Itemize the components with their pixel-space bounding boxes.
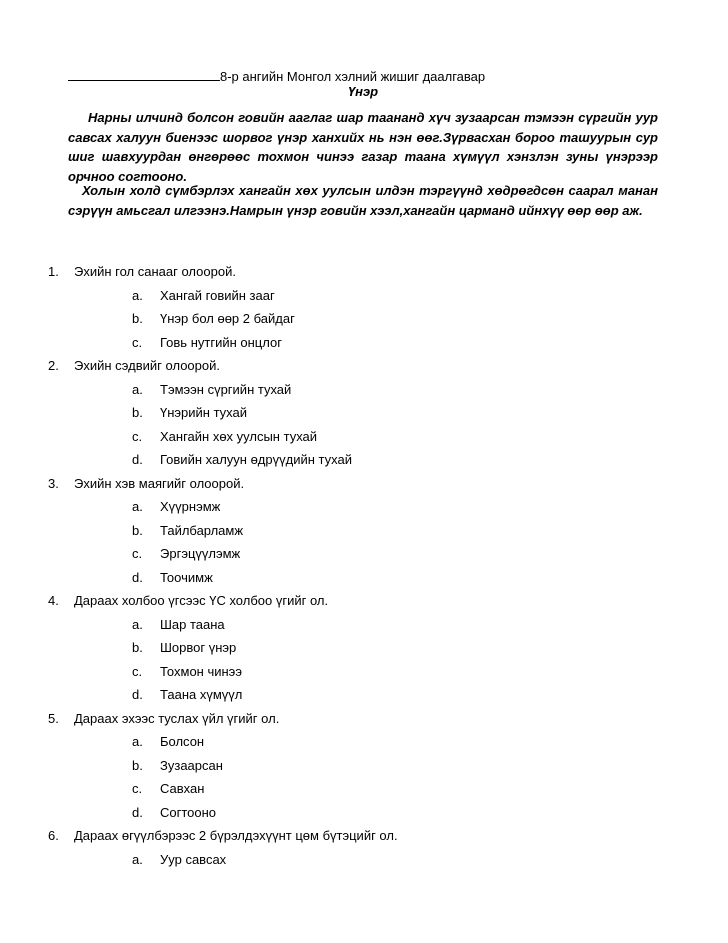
option-letter: a. — [132, 499, 143, 514]
answer-option — [0, 309, 728, 333]
passage-paragraph-2: Холын холд сүмбэрлэх хангайн хөх уулсын илдэн тэргүүнд хөдрөгдсөн саарал манан сэрүүн амьсгал илгээнэ.Намрын үнэр говийн хээл,хангайн царманд ийнхүү өөр өөр аж. — [68, 183, 658, 218]
question-row — [0, 709, 728, 733]
option-text: Хүүрнэмж — [160, 499, 221, 514]
question-number: 6. — [48, 828, 59, 843]
option-letter: a. — [132, 287, 143, 303]
question-text: Дараах холбоо үгсээс ҮС холбоо үгийг ол. — [74, 593, 329, 608]
option-letter: d. — [132, 569, 143, 585]
answer-option — [0, 427, 728, 451]
option-letter: c. — [132, 334, 143, 350]
question-item — [0, 591, 728, 709]
option-text: Хангай говийн зааг — [160, 287, 275, 303]
answer-option — [0, 333, 728, 357]
question-item — [0, 262, 728, 356]
option-text: Шар таана — [160, 616, 225, 632]
option-text: Хангайн хөх уулсын тухай — [160, 428, 318, 444]
option-letter: c. — [132, 546, 143, 561]
question-number: 3. — [48, 475, 59, 491]
option-letter: a. — [132, 851, 143, 867]
passage-title: Үнэр — [347, 84, 379, 99]
answer-option — [0, 685, 728, 709]
name-blank-line — [68, 68, 220, 81]
option-text: Тохмон чинээ — [160, 663, 242, 679]
answer-option — [0, 732, 728, 756]
option-text: Говь нутгийн онцлог — [160, 334, 282, 350]
option-text: Говийн халуун өдрүүдийн тухай — [160, 452, 352, 467]
option-text: Тэмээн сүргийн тухай — [160, 381, 292, 397]
option-letter: b. — [132, 757, 143, 773]
option-text: Тоочимж — [160, 569, 213, 585]
question-text: Эхийн сэдвийг олоорой. — [74, 358, 220, 373]
option-letter: b. — [132, 405, 143, 420]
document-title: 8-р ангийн Монгол хэлний жишиг даалгавар — [220, 69, 486, 84]
question-row — [0, 826, 728, 850]
option-text: Согтооно — [160, 804, 217, 820]
document-header — [68, 68, 658, 85]
option-letter: d. — [132, 452, 143, 467]
answer-option — [0, 380, 728, 404]
answer-option — [0, 403, 728, 427]
answer-option — [0, 756, 728, 780]
option-letter: a. — [132, 616, 143, 632]
option-text: Зузаарсан — [160, 757, 223, 773]
answer-option — [0, 615, 728, 639]
option-letter: c. — [132, 663, 143, 679]
answer-option — [0, 286, 728, 310]
answer-option — [0, 662, 728, 686]
option-letter: c. — [132, 428, 143, 444]
answer-option — [0, 779, 728, 803]
question-number: 2. — [48, 358, 59, 373]
option-letter: d. — [132, 804, 143, 820]
question-number: 1. — [48, 264, 59, 279]
option-text: Эргэцүүлэмж — [160, 546, 241, 561]
question-text: Эхийн гол санааг олоорой. — [74, 264, 236, 279]
question-row — [0, 591, 728, 615]
answer-option — [0, 521, 728, 545]
answer-option — [0, 497, 728, 521]
option-letter: b. — [132, 522, 143, 538]
option-letter: c. — [132, 781, 143, 796]
answer-option — [0, 450, 728, 474]
option-text: Уур савсах — [160, 851, 227, 867]
question-item — [0, 709, 728, 827]
question-number: 5. — [48, 710, 59, 726]
answer-option — [0, 638, 728, 662]
option-letter: b. — [132, 640, 143, 655]
question-list — [0, 262, 728, 873]
question-item — [0, 826, 728, 873]
option-text: Болсон — [160, 734, 205, 749]
answer-option — [0, 850, 728, 874]
option-letter: a. — [132, 381, 143, 397]
option-text: Тайлбарламж — [160, 522, 244, 538]
question-text: Дараах эхээс туслах үйл үгийг ол. — [74, 710, 280, 726]
option-letter: b. — [132, 311, 143, 326]
option-text: Таана хүмүүл — [160, 687, 243, 702]
answer-option — [0, 568, 728, 592]
option-text: Үнэрийн тухай — [160, 405, 248, 420]
option-text: Савхан — [160, 781, 205, 796]
option-letter: a. — [132, 734, 143, 749]
question-row — [0, 356, 728, 380]
question-text: Эхийн хэв маягийг олоорой. — [74, 475, 245, 491]
question-row — [0, 474, 728, 498]
question-text: Дараах өгүүлбэрээс 2 бүрэлдэхүүнт цөм бүтэцийг ол. — [74, 828, 398, 843]
option-text: Шорвог үнэр — [160, 640, 237, 655]
answer-option — [0, 803, 728, 827]
question-item — [0, 474, 728, 592]
question-number: 4. — [48, 593, 59, 608]
option-text: Үнэр бол өөр 2 байдаг — [160, 311, 295, 326]
option-letter: d. — [132, 687, 143, 702]
question-row — [0, 262, 728, 286]
question-item — [0, 356, 728, 474]
answer-option — [0, 544, 728, 568]
passage-paragraph-1: Нарны илчинд болсон говийн ааглаг шар таананд хүч зузаарсан тэмээн сүргийн уур савсах халуун биенээс шорвог үнэр ханхийх нь нэн өөг.Зүрвасхан бороо ташуурын сур шиг шавхуурдан өнгөрөөс тохмон чинээ газар таана хүмүүл хэнзлэн зуны үнэрээр орчноо согтооно. — [68, 110, 658, 184]
